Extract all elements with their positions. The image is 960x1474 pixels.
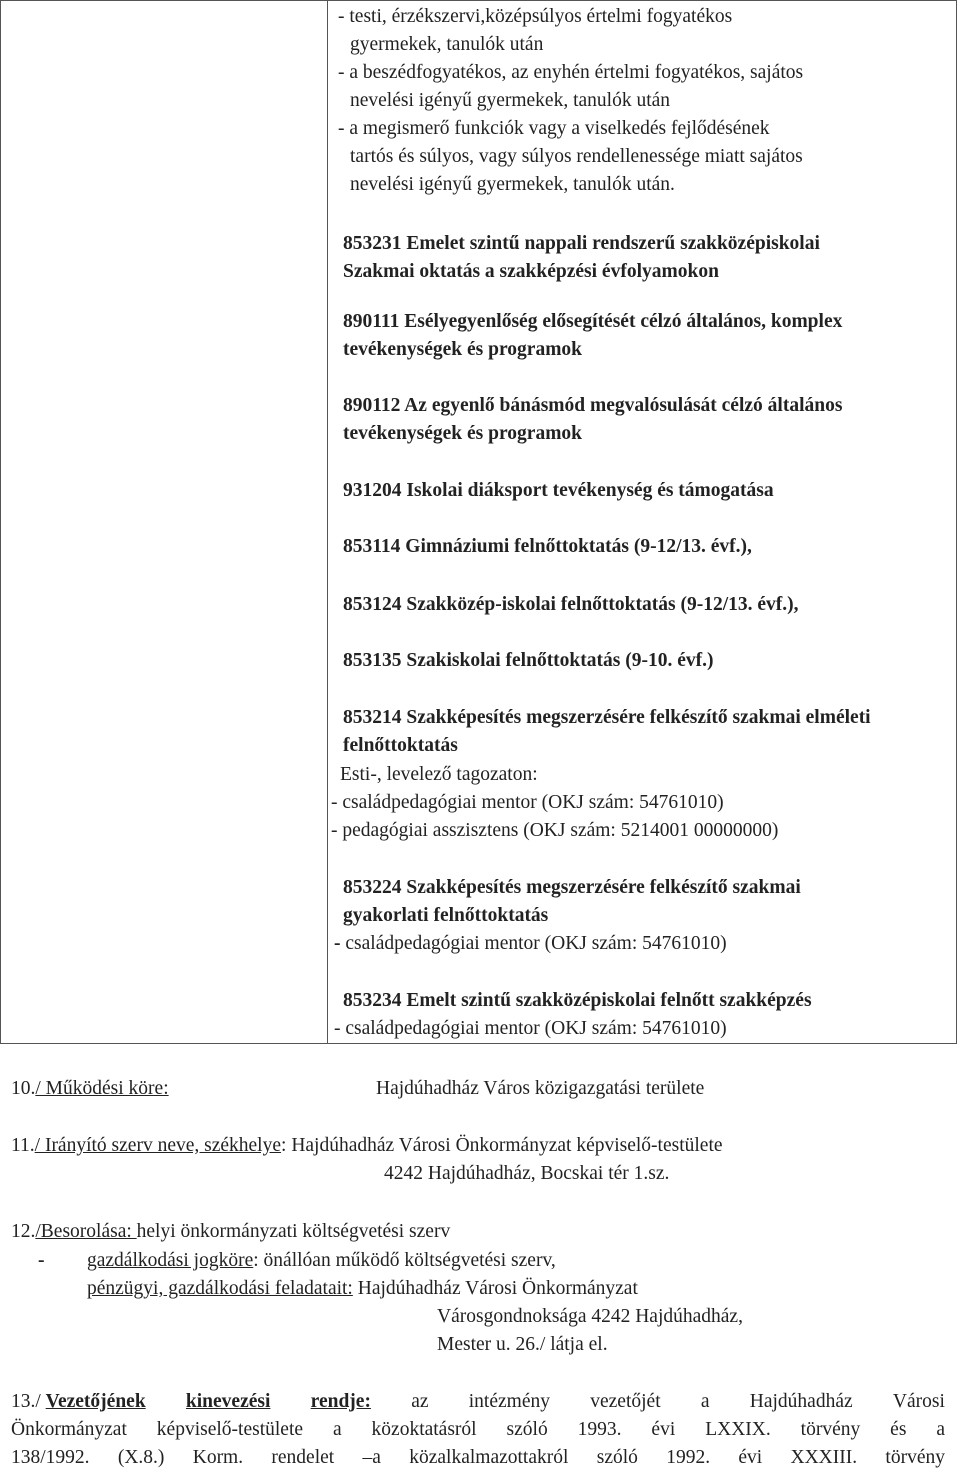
activity-code-853114: 853114 Gimnáziumi felnőttoktatás (9-12/13. évf.), — [343, 536, 752, 557]
section-12-penzugyi — [87, 1275, 638, 1303]
needs-list-item: gyermekek, tanulók után — [350, 34, 544, 55]
section-13-line1 — [11, 1388, 945, 1416]
activity-code-853224-line2: gyakorlati felnőttoktatás — [343, 905, 549, 926]
penz-label: pénzügyi, gazdálkodási feladatait: — [87, 1278, 353, 1299]
activity-code-853214-line2: felnőttoktatás — [343, 735, 458, 756]
section-label: / Működési köre: — [35, 1078, 169, 1099]
section-12-gazdalkodas — [87, 1247, 556, 1275]
section-12 — [11, 1218, 450, 1246]
label-word: rendje: — [310, 1391, 371, 1412]
section-number: 12. — [11, 1221, 36, 1242]
section-13-line3: 138/1992. (X.8.) Korm. rendelet –a közalkalmazottakról szóló 1992. évi XXXIII. törvény — [11, 1447, 945, 1468]
sub-text: családpedagógiai mentor (OKJ szám: 54761010) — [340, 933, 727, 954]
label-prefix: / — [35, 1391, 46, 1412]
section-10-value: Hajdúhadház Város közigazgatási területe — [376, 1078, 705, 1099]
section-number: 11. — [11, 1135, 35, 1156]
dash-marker: - — [334, 933, 341, 954]
label-word: kinevezési — [185, 1391, 271, 1412]
needs-list-item: nevelési igényű gyermekek, tanulók után. — [350, 174, 675, 195]
activity-code-890112-line2: tevékenységek és programok — [343, 423, 583, 444]
section-11 — [11, 1132, 723, 1160]
gazd-label: gazdálkodási jogköre — [87, 1250, 254, 1271]
activity-code-890111: 890111 Esélyegyenlőség elősegítését célzó általános, komplex — [343, 311, 843, 332]
section-12-penzugyi-line2: Városgondnoksága 4242 Hajdúhadház, — [437, 1306, 743, 1327]
value-word: a — [700, 1391, 710, 1412]
label-word: Vezetőjének — [45, 1391, 146, 1412]
activity-code-931204: 931204 Iskolai diáksport tevékenység és támogatása — [343, 480, 774, 501]
section-13-label — [11, 1388, 146, 1416]
value-word: Városi — [892, 1391, 945, 1412]
activity-code-853124: 853124 Szakközép-iskolai felnőttoktatás (9-12/13. évf.), — [343, 594, 799, 615]
section-12-penzugyi-line3: Mester u. 26./ látja el. — [437, 1334, 608, 1355]
activity-code-853135: 853135 Szakiskolai felnőttoktatás (9-10. évf.) — [343, 650, 714, 671]
section-number: 10. — [11, 1078, 36, 1099]
section-10 — [11, 1075, 169, 1103]
activity-code-890111-line2: tevékenységek és programok — [343, 339, 583, 360]
activity-code-853231: 853231 Emelet szintű nappali rendszerű szakközépiskolai — [343, 233, 820, 254]
section-number: 13. — [11, 1391, 36, 1412]
value-word: az — [411, 1391, 429, 1412]
section-11-address: 4242 Hajdúhadház, Bocskai tér 1.sz. — [384, 1163, 670, 1184]
needs-list-item: tartós és súlyos, vagy súlyos rendellenessége miatt sajátos — [350, 146, 803, 167]
activity-code-853231-line2: Szakmai oktatás a szakképzési évfolyamokon — [343, 261, 719, 282]
dash-marker: - — [38, 1250, 45, 1271]
activity-code-853234: 853234 Emelt szintű szakközépiskolai felnőtt szakképzés — [343, 990, 812, 1011]
table-column-divider — [327, 1, 328, 1043]
section-label: /Besorolása: — [35, 1221, 137, 1242]
section-label: / Irányító szerv neve, székhelye — [34, 1135, 282, 1156]
needs-list-item: - a beszédfogyatékos, az enyhén értelmi fogyatékos, sajátos — [338, 62, 804, 83]
section-colon: : — [281, 1135, 287, 1156]
activity-code-853224-sub — [334, 930, 727, 958]
penz-value: Hajdúhadház Városi Önkormányzat — [352, 1278, 638, 1299]
value-word: vezetőjét — [590, 1391, 661, 1412]
gazd-value: önállóan működő költségvetési szerv, — [258, 1250, 556, 1271]
section-13-line2: Önkormányzat képviselő-testülete a közoktatásról szóló 1993. évi LXXIX. törvény és a — [11, 1419, 945, 1440]
activity-code-853214-sub: - családpedagógiai mentor (OKJ szám: 54761010) — [331, 792, 724, 813]
section-value: Hajdúhadház Városi Önkormányzat képviselő-testülete — [286, 1135, 723, 1156]
needs-list-item: nevelési igényű gyermekek, tanulók után — [350, 90, 671, 111]
needs-list-item: - testi, érzékszervi,középsúlyos értelmi fogyatékos — [338, 6, 733, 27]
section-value: helyi önkormányzati költségvetési szerv — [136, 1221, 451, 1242]
activity-code-853224: 853224 Szakképesítés megszerzésére felkészítő szakmai — [343, 877, 801, 898]
activity-code-890112: 890112 Az egyenlő bánásmód megvalósulását célzó általános — [343, 395, 843, 416]
activity-code-853214: 853214 Szakképesítés megszerzésére felkészítő szakmai elméleti — [343, 707, 871, 728]
value-word: Hajdúhadház — [749, 1391, 853, 1412]
activity-code-853214-sub: Esti-, levelező tagozaton: — [340, 764, 538, 785]
needs-list-item: - a megismerő funkciók vagy a viselkedés fejlődésének — [338, 118, 770, 139]
gazd-colon: : — [253, 1250, 259, 1271]
value-word: intézmény — [468, 1391, 550, 1412]
activity-code-853214-sub: - pedagógiai asszisztens (OKJ szám: 5214001 00000000) — [331, 820, 779, 841]
activity-code-853234-sub: - családpedagógiai mentor (OKJ szám: 54761010) — [334, 1018, 727, 1039]
